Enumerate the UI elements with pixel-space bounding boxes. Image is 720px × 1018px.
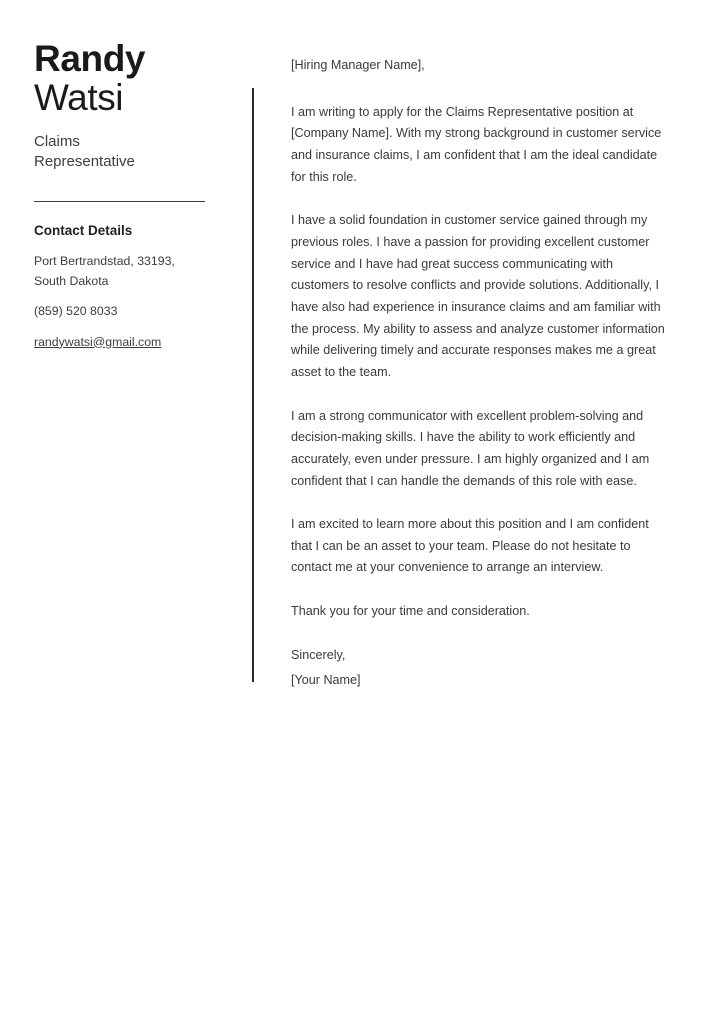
contact-address-line-2: South Dakota — [34, 273, 109, 288]
column-divider — [252, 88, 254, 682]
contact-address — [34, 252, 224, 291]
contact-email-link[interactable]: randywatsi@gmail.com — [34, 334, 162, 349]
letter-paragraph-3: I am a strong communicator with excellent problem-solving and decision-making skills. I have the ability to work efficiently and accurately, even under pressure. I am highly organized and I am confident that I can handle the demands of this role with ease. — [291, 408, 650, 488]
letter-paragraph-2: I have a solid foundation in customer service gained through my previous roles. I have a passion for providing excellent customer service and I have had great success communicating with customers to resolve conflicts and provide solutions. Additionally, I have also had experience in insurance claims and am familiar with the process. My ability to assess and analyze customer information while delivering timely and accurate responses makes me a great asset to the team. — [291, 213, 665, 379]
contact-details-list — [34, 252, 224, 352]
applicant-first-name: Randy — [34, 38, 146, 79]
letter-paragraph-1: I am writing to apply for the Claims Representative position at [Company Name]. With my strong background in customer service and insurance claims, I am confident that I am the ideal candidate for this role. — [291, 104, 662, 184]
letter-paragraph-5: Thank you for your time and consideration. — [291, 604, 530, 619]
letter-body — [291, 55, 672, 692]
letter-signoff: Sincerely, — [291, 647, 346, 662]
applicant-job-title: Claims Representative — [34, 133, 135, 171]
contact-email-row — [34, 333, 224, 352]
letter-signature-name: [Your Name] — [291, 673, 361, 688]
sidebar-divider — [34, 201, 205, 202]
contact-address-line-1: Port Bertrandstad, 33193, — [34, 254, 175, 269]
letter-paragraph-4: I am excited to learn more about this position and I am confident that I can be an asset to your team. Please do not hesitate to contact me at your convenience to arrange an interview. — [291, 517, 649, 575]
letter-salutation: [Hiring Manager Name], — [291, 58, 425, 72]
applicant-name — [34, 40, 224, 116]
contact-phone: (859) 520 8033 — [34, 304, 118, 319]
sidebar — [34, 40, 224, 352]
applicant-last-name: Watsi — [34, 76, 124, 118]
contact-details-heading: Contact Details — [34, 223, 133, 239]
